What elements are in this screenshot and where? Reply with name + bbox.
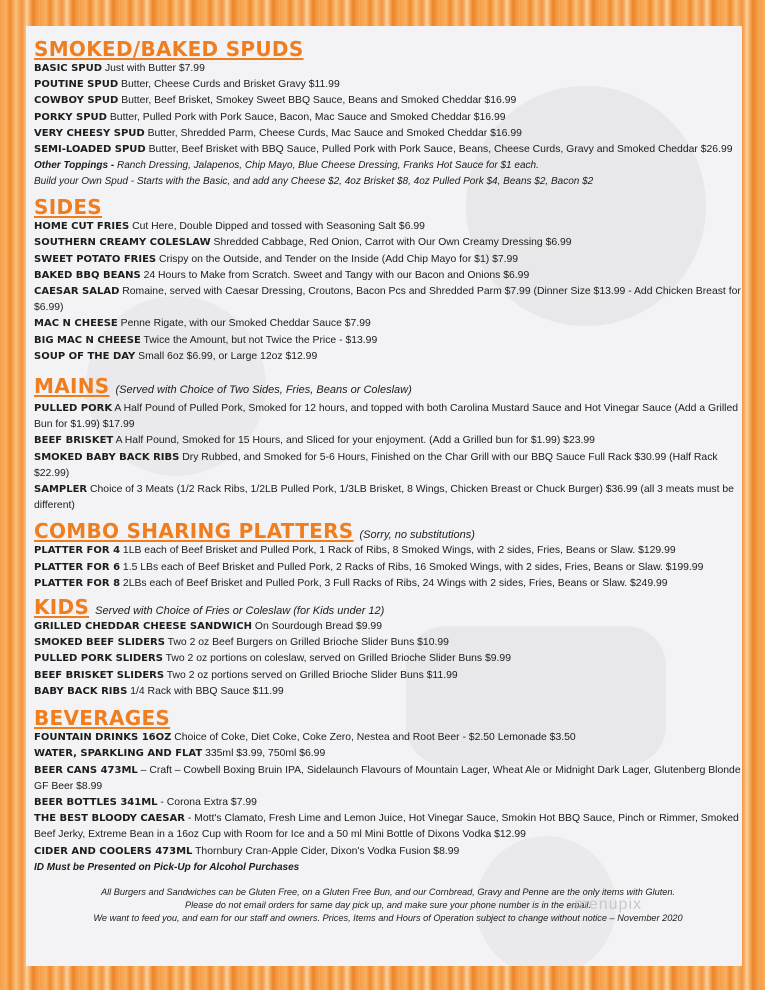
menu-item	[34, 543, 742, 559]
menu-item-description: Just with Butter $7.99	[102, 63, 205, 74]
menu-item-description: Thornbury Cran-Apple Cider, Dixon's Vodka Fusion $8.99	[192, 845, 460, 857]
menu-item-description: Choice of Coke, Diet Coke, Coke Zero, Nestea and Root Beer - $2.50 Lemonade $3.50	[171, 732, 576, 744]
menu-item	[34, 433, 742, 449]
menu-item	[34, 684, 742, 700]
menu-item-description: Two 2 oz Beef Burgers on Grilled Brioche Slider Buns $10.99	[164, 637, 449, 649]
section-beverages	[34, 706, 742, 876]
footer-line: All Burgers and Sandwiches can be Gluten Free, on a Gluten Free Bun, and our Cornbread, Gravy and Penne are the only items with Gluten.	[100, 886, 676, 897]
menu-item-name: SAMPLER	[34, 484, 88, 496]
menu-item-description: Butter, Cheese Curds and Brisket Gravy $11.99	[118, 79, 340, 91]
menu-item-name: PULLED PORK SLIDERS	[34, 653, 163, 665]
menu-item-description: Two 2 oz portions served on Grilled Brioche Slider Buns $11.99	[164, 669, 458, 681]
section-spuds	[34, 37, 742, 190]
section-title: KIDS	[34, 595, 90, 620]
menu-item-name: SMOKED BEEF SLIDERS	[34, 637, 165, 649]
section-header	[34, 595, 742, 619]
menu-item-name: BEEF BRISKET	[34, 435, 114, 447]
menu-item-list	[34, 543, 742, 592]
section-note: (Served with Choice of Two Sides, Fries, Beans or Coleslaw)	[115, 384, 412, 397]
menu-item	[34, 268, 742, 284]
menu-item-name: HOME CUT FRIES	[34, 221, 130, 233]
menu-item-description: - Corona Extra $7.99	[157, 796, 257, 808]
section-title: COMBO SHARING PLATTERS	[34, 519, 354, 544]
menu-item	[34, 844, 742, 860]
menu-item	[34, 93, 742, 109]
menu-item-name: FOUNTAIN DRINKS 16OZ	[34, 732, 172, 744]
menu-item	[34, 668, 742, 684]
menu-item	[34, 126, 742, 142]
menu-item-name: WATER, SPARKLING AND FLAT	[34, 748, 203, 760]
menu-item	[34, 576, 742, 592]
other-toppings-label: Other Toppings -	[34, 160, 115, 172]
section-mains	[34, 374, 742, 514]
section-sides	[34, 195, 742, 365]
menu-item-name: SWEET POTATO FRIES	[34, 253, 157, 265]
menu-item	[34, 61, 742, 77]
menu-item-list	[34, 219, 742, 365]
menu-item	[34, 746, 742, 762]
menu-item-description: Penne Rigate, with our Smoked Cheddar Sauce $7.99	[117, 318, 371, 330]
menu-item-name: BEER CANS 473ML	[34, 764, 138, 776]
menu-item-name: VERY CHEESY SPUD	[34, 127, 145, 139]
menu-item-list	[34, 619, 742, 700]
menu-item-description: 24 Hours to Make from Scratch. Sweet and Tangy with our Bacon and Onions $6.99	[140, 269, 530, 281]
menu-item-description: Butter, Pulled Pork with Pork Sauce, Bacon, Mac Sauce and Smoked Cheddar $16.99	[106, 111, 506, 123]
menu-item-name: PLATTER FOR 6	[34, 561, 121, 573]
menu-item	[34, 730, 742, 746]
menu-item	[34, 333, 742, 349]
section-title: SIDES	[34, 195, 103, 220]
menu-item-name: MAC N CHEESE	[34, 318, 118, 330]
menu-item-description: Butter, Beef Brisket, Smokey Sweet BBQ Sauce, Beans and Smoked Cheddar $16.99	[118, 95, 517, 107]
menu-item-description: 1.5 LBs each of Beef Brisket and Pulled Pork, 2 Racks of Ribs, 16 Smoked Wings, with 2 sides, Fries, Beans or Slaw. $199.99	[120, 561, 704, 573]
menu-item	[34, 482, 742, 514]
id-note: ID Must be Presented on Pick-Up for Alcohol Purchases	[34, 861, 300, 873]
menu-item-list	[34, 730, 742, 860]
menu-item-description: Butter, Beef Brisket with BBQ Sauce, Pulled Pork with Pork Sauce, Beans, Cheese Curds, Gravy and Smoked Cheddar $26.99	[145, 144, 733, 156]
section-header	[34, 519, 742, 543]
menu-item-description: Twice the Amount, but not Twice the Price - $13.99	[140, 334, 378, 346]
menu-item-name: CAESAR SALAD	[34, 286, 120, 298]
menu-item-name: SOUTHERN CREAMY COLESLAW	[34, 237, 211, 249]
menu-item-description: Small 6oz $6.99, or Large 12oz $12.99	[135, 350, 318, 362]
menu-item-description: – Craft – Cowbell Boxing Bruin IPA, Sidelaunch Flavours of Mountain Lager, Wheat Ale or Midnight Dark Lager, Glutenberg Blonde GF Beer $8.99	[34, 764, 741, 792]
menu-content	[34, 37, 742, 925]
menu-item-name: SEMI-LOADED SPUD	[34, 144, 146, 156]
menu-item-description: On Sourdough Bread $9.99	[252, 621, 382, 633]
menu-item	[34, 284, 742, 316]
menu-item	[34, 795, 742, 811]
menu-item-description: 1LB each of Beef Brisket and Pulled Pork, 1 Rack of Ribs, 8 Smoked Wings, with 2 sides, Fries, Beans or Slaw. $129.99	[120, 545, 676, 557]
menu-item	[34, 252, 742, 268]
menu-item-description: 335ml $3.99, 750ml $6.99	[202, 748, 326, 760]
section-note: Served with Choice of Fries or Coleslaw (for Kids under 12)	[95, 605, 385, 618]
menu-item-name: BASIC SPUD	[34, 63, 103, 74]
menu-item-name: PLATTER FOR 8	[34, 577, 121, 589]
section-note: (Sorry, no substitutions)	[359, 529, 475, 542]
menu-item	[34, 77, 742, 93]
menu-item-description: Cut Here, Double Dipped and tossed with Seasoning Salt $6.99	[129, 221, 425, 233]
menu-item-list	[34, 401, 742, 514]
menu-item-description: Romaine, served with Caesar Dressing, Croutons, Bacon Pcs and Shredded Parm $7.99 (Dinner Size $13.99 - Add Chicken Breast for $6.99)	[34, 286, 741, 314]
menu-item-name: BAKED BBQ BEANS	[34, 269, 141, 281]
menu-item	[34, 560, 742, 576]
menu-item-name: PORKY SPUD	[34, 111, 107, 123]
other-toppings-text: Ranch Dressing, Jalapenos, Chip Mayo, Blue Cheese Dressing, Franks Hot Sauce for $1 each.	[116, 160, 539, 172]
section-kids	[34, 595, 742, 700]
section-title: BEVERAGES	[34, 706, 171, 731]
menu-item	[34, 619, 742, 635]
menu-item-name: BEEF BRISKET SLIDERS	[34, 669, 165, 681]
menu-item-description: Two 2 oz portions on coleslaw, served on Grilled Brioche Slider Buns $9.99	[162, 653, 511, 665]
menu-item	[34, 349, 742, 365]
menu-item-name: BEER BOTTLES 341ML	[34, 796, 158, 808]
footer-line: We want to feed you, and earn for our staff and owners. Prices, Items and Hours of Operation subject to change without notice – November 2020	[93, 912, 683, 923]
menu-item-description: 1/4 Rack with BBQ Sauce $11.99	[127, 685, 284, 697]
menu-item-description: A Half Pound of Pulled Pork, Smoked for 12 hours, and topped with both Carolina Mustard Sauce and Hot Vinegar Sauce (Add a Grilled Bun for $1.99) $17.99	[34, 403, 739, 431]
footer-line: Please do not email orders for same day pick up, and make sure your phone number is in the email.	[185, 899, 591, 910]
menu-item-name: PULLED PORK	[34, 403, 113, 415]
menu-item	[34, 763, 742, 795]
menu-item	[34, 219, 742, 235]
section-title: SMOKED/BAKED SPUDS	[34, 37, 304, 61]
menu-item-name: SOUP OF THE DAY	[34, 350, 136, 362]
menu-item-name: POUTINE SPUD	[34, 79, 119, 91]
menu-item-description: Butter, Shredded Parm, Cheese Curds, Mac Sauce and Smoked Cheddar $16.99	[144, 127, 522, 139]
section-combo	[34, 519, 742, 592]
menu-item-description: 2LBs each of Beef Brisket and Pulled Pork, 3 Full Racks of Ribs, 24 Wings with 2 sides, Fries, Beans or Slaw. $249.99	[120, 577, 668, 589]
watermark: menupix	[574, 896, 642, 913]
menu-panel	[26, 26, 742, 966]
menu-item-name: CIDER AND COOLERS 473ML	[34, 845, 193, 857]
menu-item	[34, 651, 742, 667]
menu-item-description: Dry Rubbed, and Smoked for 5-6 Hours, Finished on the Char Grill with our BBQ Sauce Full Rack $30.99 (Half Rack $22.99)	[34, 451, 718, 479]
menu-item	[34, 316, 742, 332]
menu-item-list	[34, 61, 742, 158]
menu-item	[34, 142, 742, 158]
menu-item	[34, 110, 742, 126]
menu-item-name: THE BEST BLOODY CAESAR	[34, 813, 185, 825]
menu-item-name: BIG MAC N CHEESE	[34, 334, 141, 346]
menu-item-description: - Mott's Clamato, Fresh Lime and Lemon Juice, Hot Vinegar Sauce, Smokin Hot BBQ Sauce, Pinch or Rimmer, Smoked Beef Jerky, Extreme Bean in a 16oz Cup with Room for Ice and a 50 ml Mini Bottle of Dixons Vodka $12.99	[34, 813, 739, 841]
menu-item	[34, 235, 742, 251]
menu-item-description: Choice of 3 Meats (1/2 Rack Ribs, 1/2LB Pulled Pork, 1/3LB Brisket, 8 Wings, Chicken Breast or Chuck Burger) $36.99 (all 3 meats must be different)	[34, 484, 734, 512]
section-header	[34, 374, 742, 398]
menu-item-name: BABY BACK RIBS	[34, 685, 128, 697]
build-your-own: Build your Own Spud - Starts with the Basic, and add any Cheese $2, 4oz Brisket $8, 4oz Pulled Pork $4, Beans $2, Bacon $2	[34, 176, 594, 188]
menu-item-description: Shredded Cabbage, Red Onion, Carrot with Our Own Creamy Dressing $6.99	[210, 237, 572, 249]
menu-item	[34, 450, 742, 482]
menu-item	[34, 635, 742, 651]
other-toppings	[34, 158, 742, 174]
menu-item-description: A Half Pound, Smoked for 15 Hours, and Sliced for your enjoyment. (Add a Grilled bun for $1.99) $23.99	[113, 435, 595, 447]
menu-item	[34, 401, 742, 433]
menu-item-name: COWBOY SPUD	[34, 95, 119, 107]
menu-item-name: PLATTER FOR 4	[34, 545, 121, 557]
section-title: MAINS	[34, 374, 110, 399]
menu-item-name: GRILLED CHEDDAR CHEESE SANDWICH	[34, 621, 253, 633]
menu-item-description: Crispy on the Outside, and Tender on the Inside (Add Chip Mayo for $1) $7.99	[156, 253, 519, 265]
menu-item-name: SMOKED BABY BACK RIBS	[34, 451, 180, 463]
menu-item	[34, 811, 742, 843]
